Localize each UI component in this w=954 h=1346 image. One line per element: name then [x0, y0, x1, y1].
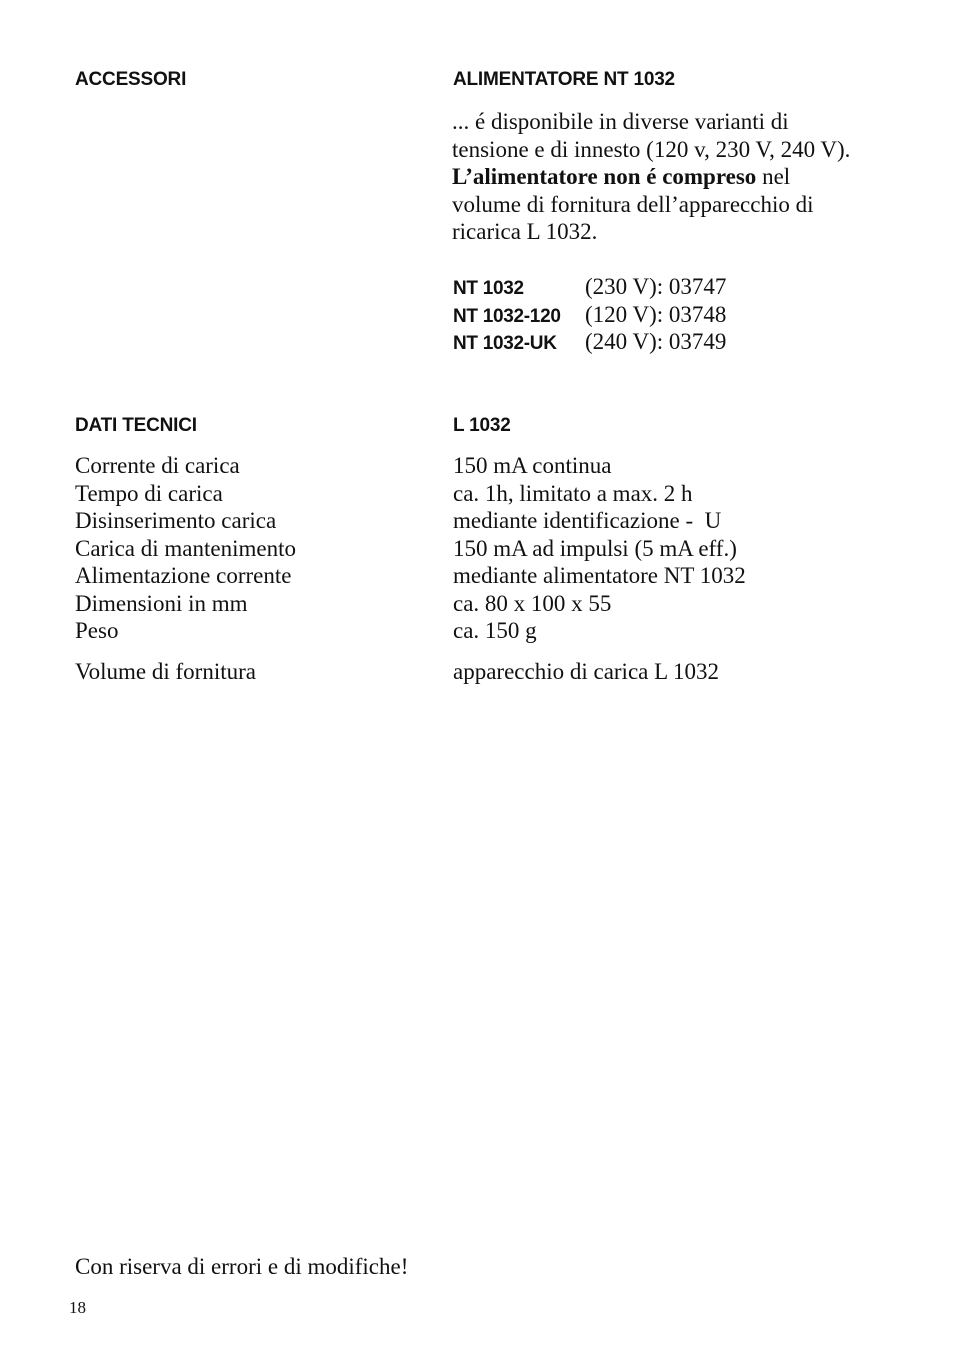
technical-value: mediante identificazione - U — [453, 508, 722, 533]
description-line — [452, 163, 892, 191]
model-name: NT 1032-120 — [453, 305, 561, 327]
technical-row — [75, 590, 746, 618]
technical-label: Alimentazione corrente — [75, 563, 292, 588]
page-number: 18 — [69, 1298, 86, 1317]
technical-row — [75, 480, 746, 508]
technical-value: 150 mA continua — [453, 453, 612, 478]
supply-row — [75, 658, 719, 686]
description-line: ricarica L 1032. — [452, 219, 598, 245]
model-spec: (240 V): 03749 — [585, 329, 727, 355]
model-row — [453, 274, 726, 302]
technical-row — [75, 507, 746, 535]
technical-label: Disinserimento carica — [75, 508, 277, 533]
technical-value: ca. 80 x 100 x 55 — [453, 590, 612, 616]
description-text: nel — [756, 164, 791, 190]
technical-row — [75, 617, 746, 645]
technical-label: Peso — [75, 618, 119, 643]
product-heading: L 1032 — [453, 415, 511, 436]
technical-data-heading: DATI TECNICI — [75, 415, 197, 436]
description-bold-text: L’alimentatore non é compreso — [452, 164, 757, 190]
technical-value: mediante alimentatore NT 1032 — [453, 563, 746, 588]
model-spec: (120 V): 03748 — [585, 301, 727, 327]
model-row — [453, 302, 726, 330]
model-row — [453, 329, 726, 357]
description-line: ... é disponibile in diverse varianti di — [452, 109, 789, 134]
technical-value: 150 mA ad impulsi (5 mA eff.) — [453, 535, 737, 561]
technical-label: Dimensioni in mm — [75, 590, 248, 616]
supply-label: Volume di fornitura — [75, 659, 256, 684]
model-name: NT 1032 — [453, 278, 524, 299]
technical-row — [75, 452, 746, 480]
power-supply-heading: ALIMENTATORE NT 1032 — [453, 69, 675, 90]
supply-value: apparecchio di carica L 1032 — [453, 659, 720, 684]
model-spec: (230 V): 03747 — [585, 274, 727, 299]
technical-label: Corrente di carica — [75, 453, 240, 478]
power-supply-description — [452, 108, 892, 246]
description-line: tensione e di innesto (120 v, 230 V, 240 V). — [452, 136, 851, 162]
technical-value: ca. 1h, limitato a max. 2 h — [453, 480, 693, 506]
model-name: NT 1032-UK — [453, 333, 557, 355]
model-list — [453, 274, 726, 357]
technical-label: Carica di mantenimento — [75, 535, 296, 561]
technical-label: Tempo di carica — [75, 480, 223, 506]
description-line: volume di fornitura dell’apparecchio di — [452, 191, 814, 217]
technical-table — [75, 452, 746, 645]
technical-value: ca. 150 g — [453, 618, 537, 643]
disclaimer-note: Con riserva di errori e di modifiche! — [75, 1254, 409, 1279]
technical-row — [75, 562, 746, 590]
technical-row — [75, 535, 746, 563]
accessories-heading: ACCESSORI — [75, 69, 187, 90]
